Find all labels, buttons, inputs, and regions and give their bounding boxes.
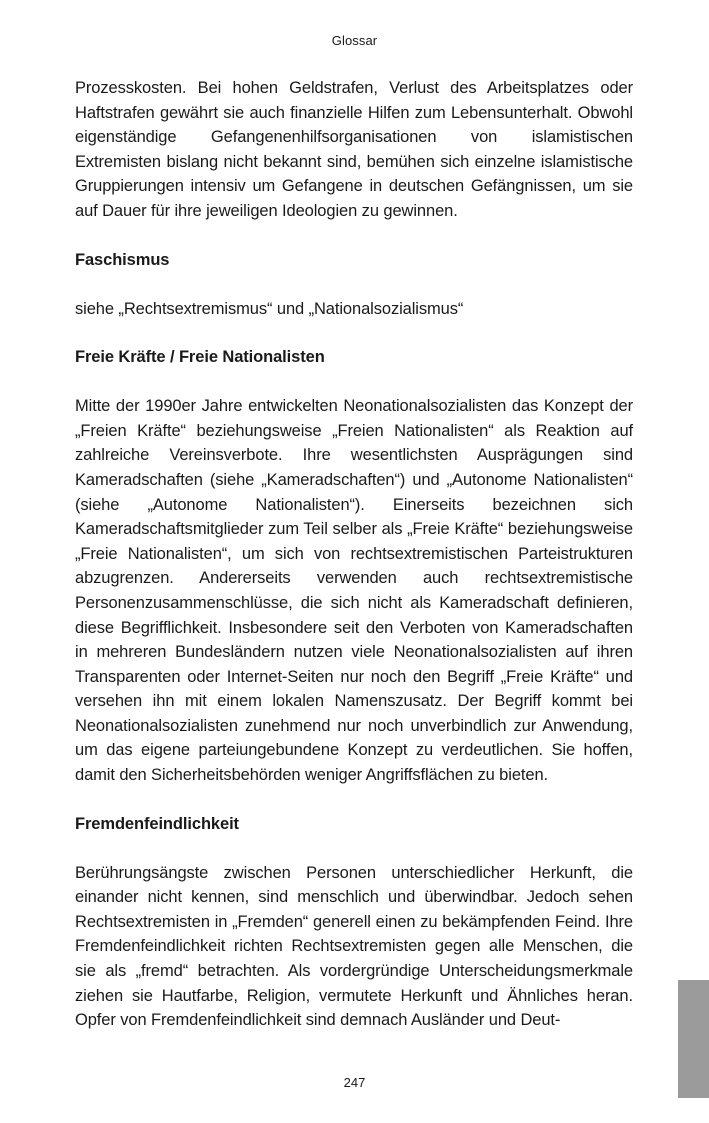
term-heading-freie-kraefte: Freie Kräfte / Freie Nationalisten — [75, 348, 325, 367]
intro-paragraph: Prozesskosten. Bei hohen Geldstrafen, Verlust des Arbeitsplatzes oder Haftstrafen gewährt sie auch finanzielle Hilfen zum Lebensunterhalt. Obwohl eigenständige Gefangenenhilfsorganisationen von islamistischen Extremisten bislang nicht bekannt sind, bemühen sich einzelne islamistische Gruppierungen intensiv um Gefangene in deutschen Gefängnissen, um sie auf Dauer für ihre jeweiligen Ideologien zu gewinnen. — [75, 79, 633, 220]
definition-freie-kraefte: Mitte der 1990er Jahre entwickelten Neonationalsozialisten das Konzept der „Freien Kräfte“ beziehungsweise „Freien Nationalisten“ als Reaktion auf zahlreiche Vereinsverbote. Ihre wesentlichsten Ausprägungen sind Kameradschaften (siehe „Kameradschaften“) und „Autonome Nationalisten“ (siehe „Autonome Nationalisten“). Einerseits bezeichnen sich Kameradschaftsmitglieder zum Teil selber als „Freie Kräfte“ beziehungsweise „Freie Nationalisten“, um sich von rechtsextremistischen Parteistrukturen abzugrenzen. Andererseits verwenden auch rechtsextremistische Personenzusammenschlüsse, die sich nicht als Kameradschaft definieren, diese Begrifflichkeit. Insbesondere seit den Verboten von Kameradschaften in mehreren Bundesländern nutzen viele Neonationalsozialisten auf ihren Transparenten oder Internet-Seiten nur noch den Begriff „Freie Kräfte“ und versehen ihn mit einem lokalen Namenszusatz. Der Begriff kommt bei Neonationalsozialisten zunehmend nur noch unverbindlich zur Anwendung, um das eigene parteiungebundene Konzept zu verdeutlichen. Sie hoffen, damit den Sicherheitsbehörden weniger Angriffsflächen zu bieten. — [75, 397, 633, 785]
glossary-content — [75, 76, 633, 1033]
term-heading-fremdenfeindlichkeit: Fremdenfeindlichkeit — [75, 814, 239, 833]
running-header: Glossar — [331, 33, 378, 48]
term-heading-faschismus: Faschismus — [75, 250, 170, 269]
definition-faschismus: siehe „Rechtsextremismus“ und „Nationalsozialismus“ — [75, 299, 464, 318]
definition-fremdenfeindlichkeit: Berührungsängste zwischen Personen unterschiedlicher Herkunft, die einander nicht kennen, sind menschlich und überwindbar. Jedoch sehen Rechtsextremisten in „Fremden“ generell einen zu bekämpfenden Feind. Ihre Fremdenfeindlichkeit richten Rechtsextremisten gegen alle Menschen, die sie als „fremd“ betrachten. Als vordergründige Unterscheidungsmerkmale ziehen sie Hautfarbe, Religion, vermutete Herkunft und Ähnliches heran. Opfer von Fremdenfeindlichkeit sind demnach Ausländer und Deut- — [75, 863, 633, 1030]
page-number: 247 — [343, 1075, 366, 1090]
